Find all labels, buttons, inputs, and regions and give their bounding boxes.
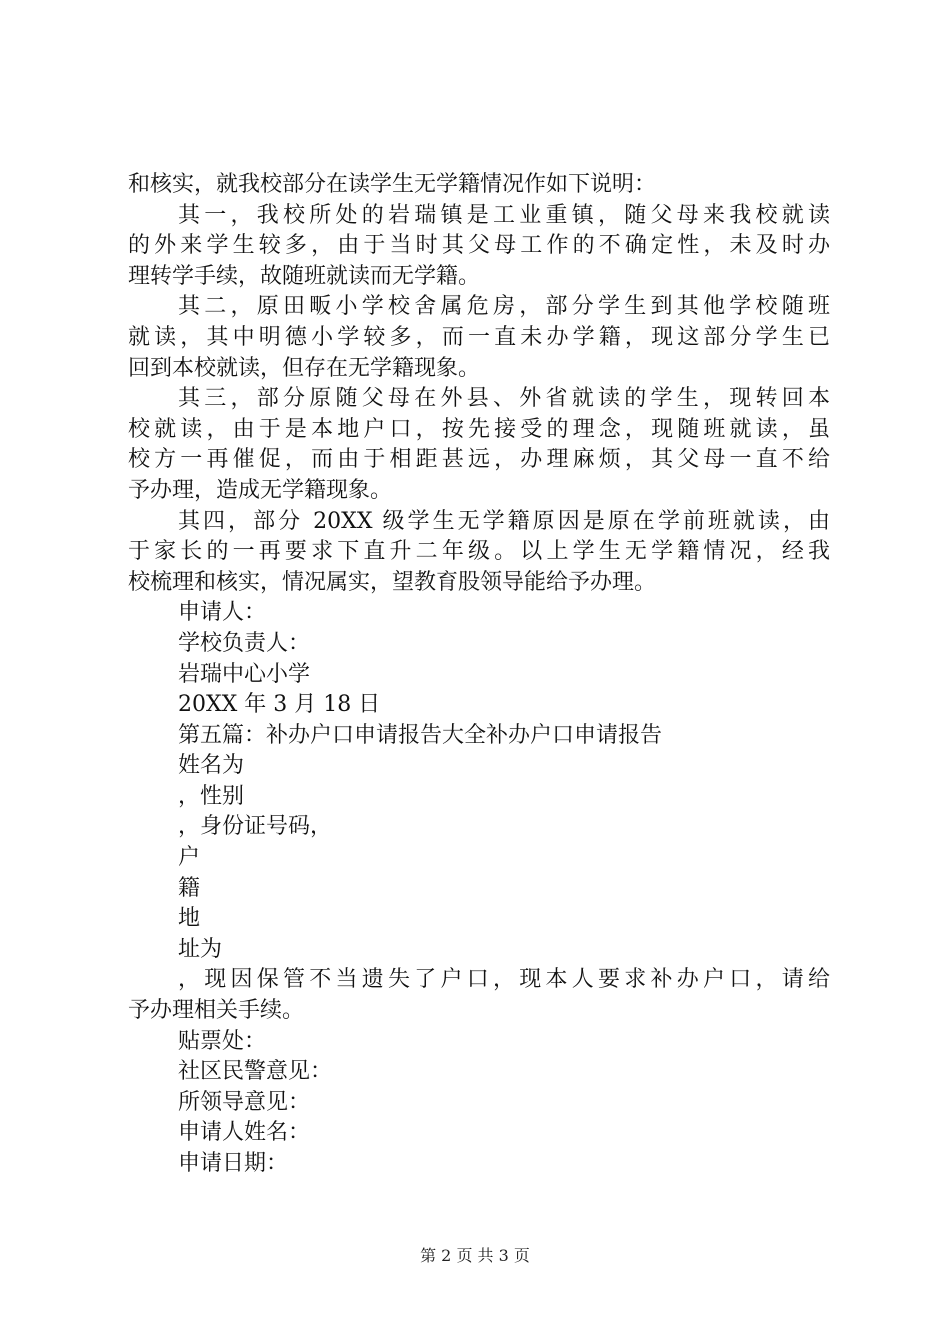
text-line: 校梳理和核实，情况属实，望教育股领导能给予办理。 <box>128 569 657 595</box>
text-line: 社区民警意见： <box>178 1059 333 1085</box>
text-line: 就读，其中明德小学较多，而一直未办学籍，现这部分学生已 <box>128 324 830 350</box>
text-line: 岩瑞中心小学 <box>178 661 311 687</box>
text-line: 其三，部分原随父母在外县、外省就读的学生，现转回本 <box>178 386 830 412</box>
text-line: 申请人姓名： <box>178 1120 311 1146</box>
text-line: 申请日期： <box>178 1151 289 1176</box>
text-line: 于家长的一再要求下直升二年级。以上学生无学籍情况，经我 <box>128 539 830 565</box>
text-line: 址为 <box>178 936 223 962</box>
text-line: 第五篇：补办户口申请报告大全补办户口申请报告 <box>178 722 663 748</box>
text-line: 其四，部分 20XX 级学生无学籍原因是原在学前班就读，由 <box>178 508 830 534</box>
text-line: 姓名为 <box>178 753 245 779</box>
text-line: 和核实，就我校部分在读学生无学籍情况作如下说明： <box>128 172 657 197</box>
text-line: 学校负责人： <box>178 630 311 656</box>
text-line: 20XX 年 3 月 18 日 <box>178 692 381 718</box>
text-line: 的外来学生较多，由于当时其父母工作的不确定性，未及时办 <box>128 233 830 259</box>
text-line: 籍 <box>178 875 201 901</box>
text-line: 回到本校就读，但存在无学籍现象。 <box>128 355 481 381</box>
page-footer: 第 2 页 共 3 页 <box>420 1246 530 1265</box>
text-line: 贴票处： <box>178 1028 267 1054</box>
text-line: 地 <box>178 906 201 932</box>
text-line: 予办理，造成无学籍现象。 <box>128 477 393 503</box>
text-line: 校就读，由于是本地户口，按先接受的理念，现随班就读，虽 <box>128 416 830 442</box>
text-line: 户 <box>178 845 201 871</box>
text-line: 理转学手续，故随班就读而无学籍。 <box>128 263 481 289</box>
text-line: 其二，原田畈小学校舍属危房，部分学生到其他学校随班 <box>178 294 830 320</box>
text-line: 所领导意见： <box>178 1089 311 1115</box>
text-line: 校方一再催促，而由于相距甚远，办理麻烦，其父母一直不给 <box>128 447 830 473</box>
text-line: ，现因保管不当遗失了户口，现本人要求补办户口，请给 <box>178 967 830 993</box>
text-line: 申请人： <box>178 600 267 626</box>
text-line: 予办理相关手续。 <box>128 998 305 1024</box>
text-line: ，身份证号码， <box>178 814 333 840</box>
text-line: ，性别 <box>178 783 245 809</box>
document-body <box>128 170 830 1180</box>
text-line: 其一，我校所处的岩瑞镇是工业重镇，随父母来我校就读 <box>178 202 830 228</box>
